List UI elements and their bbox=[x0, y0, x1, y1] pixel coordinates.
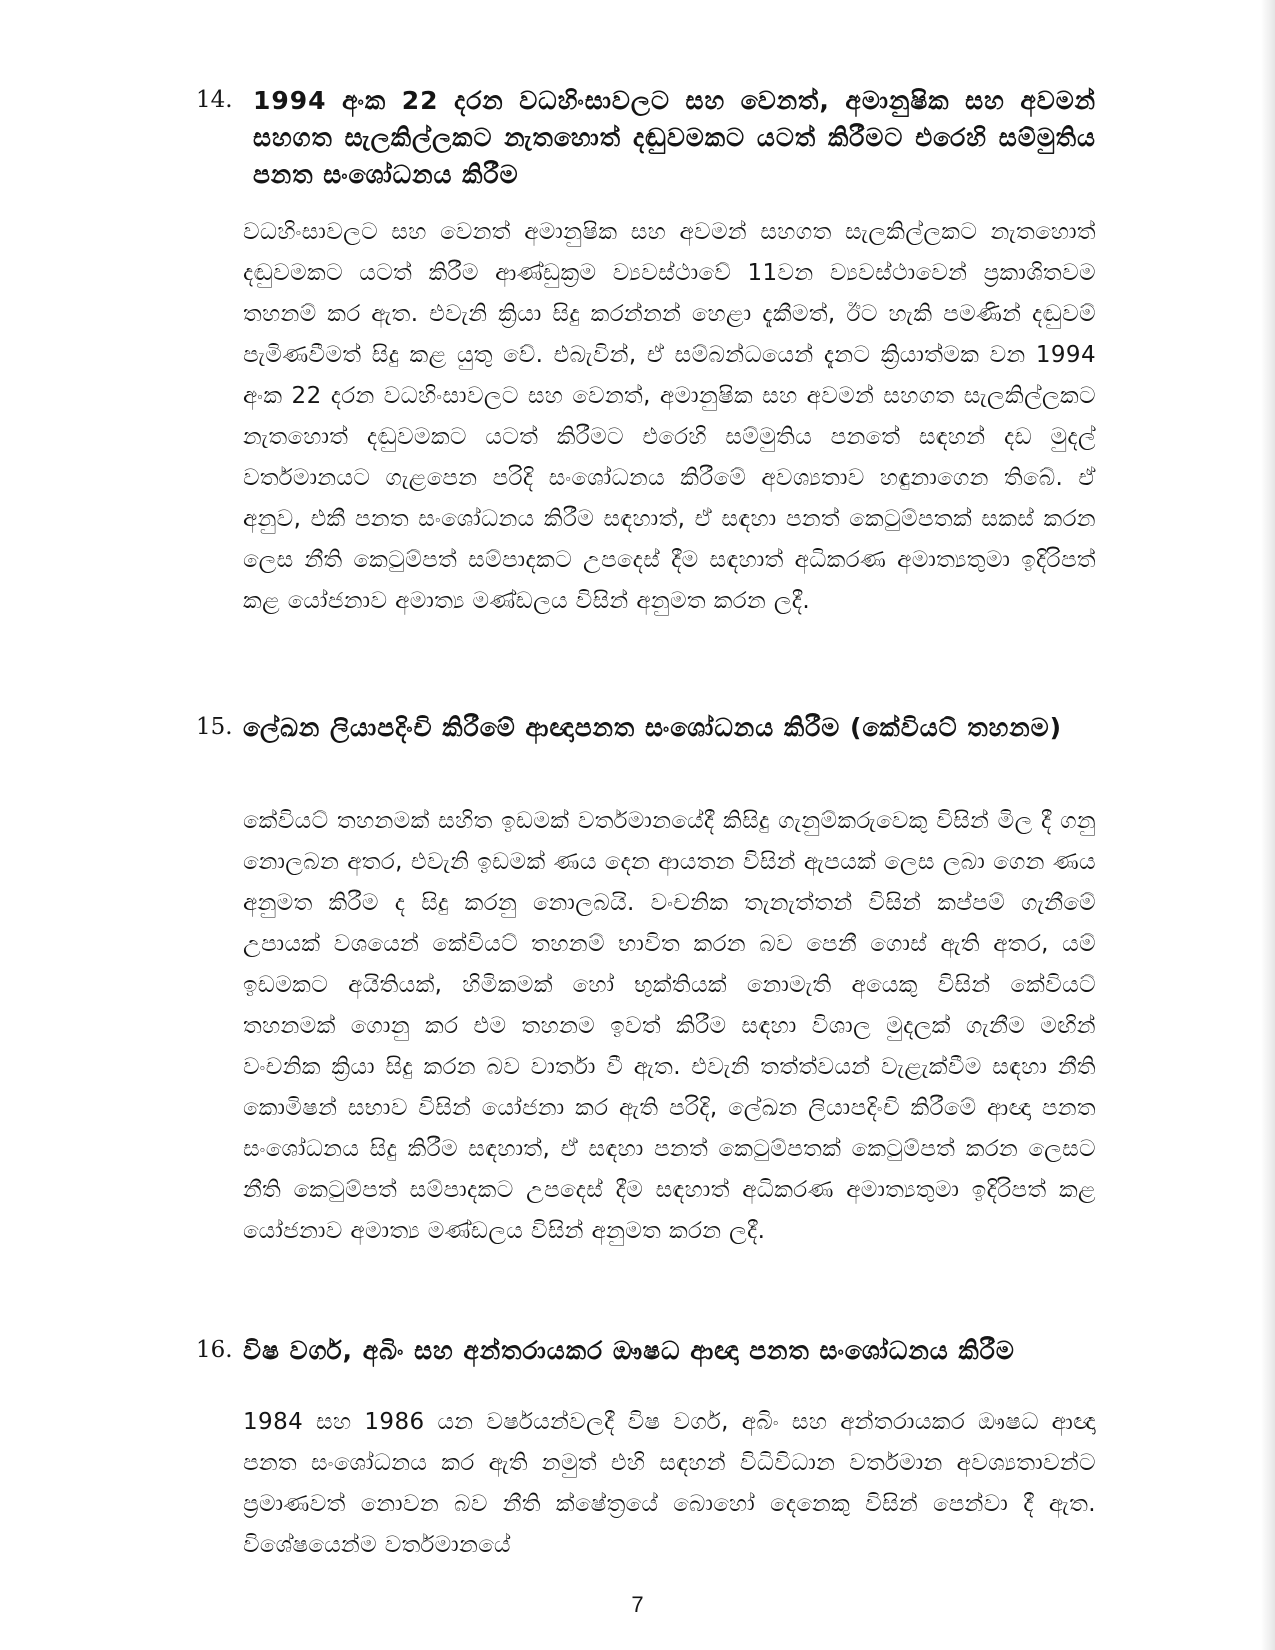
section-body: වධහිංසාවලට සහ වෙනත් අමානුෂික සහ අවමන් සහගත සැලකිල්ලකට නැතහොත් දඬුවමකට යටත් කිරීම ආණ්ඩුක්‍රම ව්‍යවස්ථාවේ 11වන ව්‍යවස්ථාවෙන් ප්‍රකාශිතවම තහනම් කර ඇත. එවැනි ක්‍රියා සිදු කරන්නන් හෙළා දැකීමත්, ඊට හැකි පමණින් දඬුවම් පැමිණවීමත් සිදු කළ යුතු වේ. එබැවින්, ඒ සම්බන්ධයෙන් දැනට ක්‍රියාත්මක වන 1994 අංක 22 දරන වධහිංසාවලට සහ වෙනත්, අමානුෂික සහ අවමන් සහගත සැලකිල්ලකට නැතහොත් දඬුවමකට යටත් කිරීමට එරෙහි සම්මුතිය පනතේ සඳහන් දඩ මුදල් වර්තමානයට ගැළපෙන පරිදි සංශෝධනය කිරීමේ අවශ්‍යතාව හඳුනාගෙන තිබේ. ඒ අනුව, එකී පනත සංශෝධනය කිරීම සඳහාත්, ඒ සඳහා පනත් කෙටුම්පතක් සකස් කරන ලෙස නීති කෙටුම්පත් සම්පාදකට උපදෙස් දීම සඳහාත් අධිකරණ අමාත්‍යතුමා ඉදිරිපත් කළ යෝජනාව අමාත්‍ය මණ්ඩලය විසින් අනුමත කරන ලදී. bbox=[243, 219, 1096, 614]
section-body: 1984 සහ 1986 යන වර්ෂයන්වලදී විෂ වර්ග, අබිං සහ අන්තරායකර ඖෂධ ආඥා පනත සංශෝධනය කර ඇති නමුත් එහි සඳහන් විධිවිධාන වර්තමාන අවශ්‍යතාවන්ට ප්‍රමාණවත් නොවන බව නීති ක්ෂේත්‍රයේ බොහෝ දෙනෙකු විසින් පෙන්වා දී ඇත. විශේෂයෙන්ම වර්තමානයේ bbox=[243, 1409, 1096, 1558]
page-number: 7 bbox=[631, 1592, 644, 1617]
scan-edge-shadow bbox=[1261, 0, 1275, 1650]
section-body: කේවියට් තහනමක් සහිත ඉඩමක් වර්තමානයේදී කිසිදු ගැනුම්කරුවෙකු විසින් මිල දී ගනු නොලබන අතර, එවැනි ඉඩමක් ණය දෙන ආයතන විසින් ඇපයක් ලෙස ලබා ගෙන ණය අනුමත කිරීම ද සිදු කරනු නොලබයි. වංචනික තැනැත්තන් විසින් කප්පම් ගැනීමේ උපායක් වශයෙන් කේවියට් තහනම් භාවිත කරන බව පෙනී ගොස් ඇති අතර, යම් ඉඩමකට අයිතියක්, හිමිකමක් හෝ භුක්තියක් නොමැති අයෙකු විසින් කේවියට් තහනමක් ගොනු කර එම තහනම ඉවත් කිරීම සඳහා විශාල මුදලක් ගැනීම මඟින් වංචනික ක්‍රියා සිදු කරන බව වාර්තා වී ඇත. එවැනි තත්ත්වයන් වැළැක්වීම සඳහා නීති කොමිෂන් සභාව විසින් යෝජනා කර ඇති පරිදි, ලේඛන ලියාපදිංචි කිරීමේ ආඥා පනත සංශෝධනය සිදු කිරීම සඳහාත්, ඒ සඳහා පනත් කෙටුම්පතක් කෙටුම්පත් කරන ලෙසට නීති කෙටුම්පත් සම්පාදකට උපදෙස් දීම සඳහාත් අධිකරණ අමාත්‍යතුමා ඉදිරිපත් කළ යෝජනාව අමාත්‍ය මණ්ඩලය විසින් අනුමත කරන ලදී. bbox=[243, 808, 1096, 1244]
section-number: 14. bbox=[196, 87, 233, 113]
section-heading: ලේඛන ලියාපදිංචි කිරීමේ ආඥාපනත සංශෝධනය කිරීම (කේවියට් තහනම) bbox=[243, 713, 1063, 742]
section-heading: 1994 අංක 22 දරන වධහිංසාවලට සහ වෙනත්, අමානුෂික සහ අවමන් සහගත සැලකිල්ලකට නැතහොත් දඬුවමකට යටත් කිරීමට එරෙහි සම්මුතිය පනත සංශෝධනය කිරීම bbox=[253, 86, 1096, 189]
section-heading: විෂ වර්ග, අබිං සහ අන්තරායකර ඖෂධ ආඥා පනත සංශෝධනය කිරීම bbox=[243, 1336, 1015, 1365]
section-number: 16. bbox=[196, 1337, 233, 1363]
section-number: 15. bbox=[196, 714, 233, 740]
